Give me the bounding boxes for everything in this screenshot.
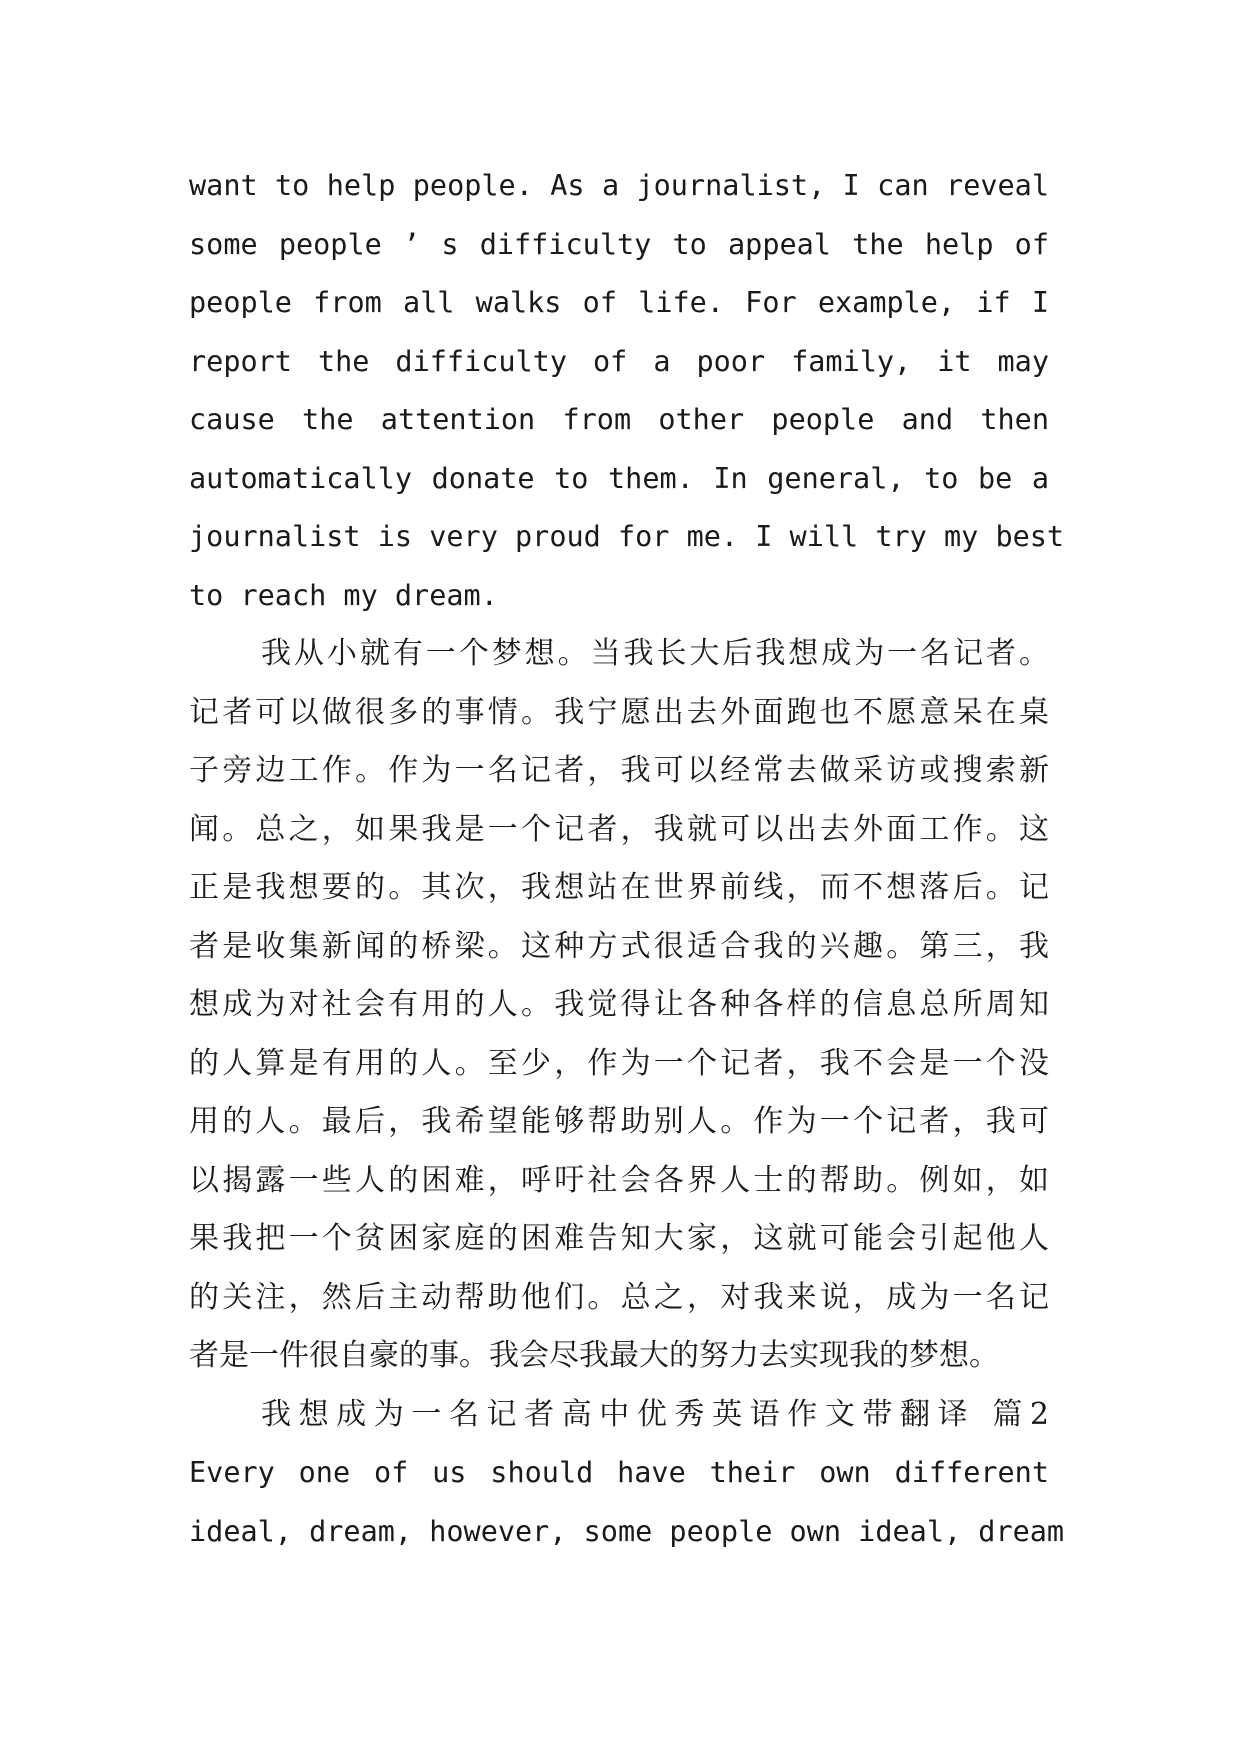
text-line: to reach my dream. [189, 578, 498, 612]
text-line: Every one of us should have their own different [189, 1456, 1049, 1489]
section-heading: 我想成为一名记者高中优秀英语作文带翻译 篇2 [261, 1396, 1049, 1432]
text-line: want to help people. As a journalist, I can reveal [189, 169, 1049, 202]
document-body [189, 157, 1065, 1561]
text-line: automatically donate to them. In general, to be a [189, 461, 1049, 495]
text-line: people from all walks of life. For example, if I [189, 286, 1049, 319]
text-line: 正是我想要的。其次，我想站在世界前线，而不想落后。记 [189, 870, 1049, 905]
text-line: ideal, dream, however, some people own ideal, dream [189, 1514, 1065, 1548]
text-line: 记者可以做很多的事情。我宁愿出去外面跑也不愿意呆在桌 [189, 694, 1049, 730]
text-line: 以揭露一些人的困难，呼吁社会各界人士的帮助。例如，如 [189, 1162, 1049, 1198]
text-line: journalist is very proud for me. I will try my best [189, 520, 1065, 553]
text-line: 闻。总之，如果我是一个记者，我就可以出去外面工作。这 [189, 811, 1049, 847]
text-line: report the difficulty of a poor family, it may [189, 344, 1049, 378]
text-line: 想成为对社会有用的人。我觉得让各种各样的信息总所周知 [189, 987, 1049, 1022]
text-line: 果我把一个贫困家庭的困难告知大家，这就可能会引起他人 [189, 1221, 1049, 1256]
text-line: 用的人。最后，我希望能够帮助别人。作为一个记者，我可 [189, 1104, 1049, 1139]
text-line: 的人算是有用的人。至少，作为一个记者，我不会是一个没 [189, 1045, 1049, 1081]
text-line: 的关注，然后主动帮助他们。总之，对我来说，成为一名记 [189, 1279, 1049, 1315]
text-line: 者是收集新闻的桥梁。这种方式很适合我的兴趣。第三，我 [189, 928, 1049, 964]
text-line: 者是一件很自豪的事。我会尽我最大的努力去实现我的梦想。 [189, 1338, 999, 1373]
text-line: 子旁边工作。作为一名记者，我可以经常去做采访或搜索新 [189, 753, 1049, 788]
text-line: some people ’ s difficulty to appeal the help of [189, 227, 1049, 261]
text-line: cause the attention from other people and then [189, 403, 1049, 436]
text-line: 我从小就有一个梦想。当我长大后我想成为一名记者。 [261, 636, 1049, 671]
